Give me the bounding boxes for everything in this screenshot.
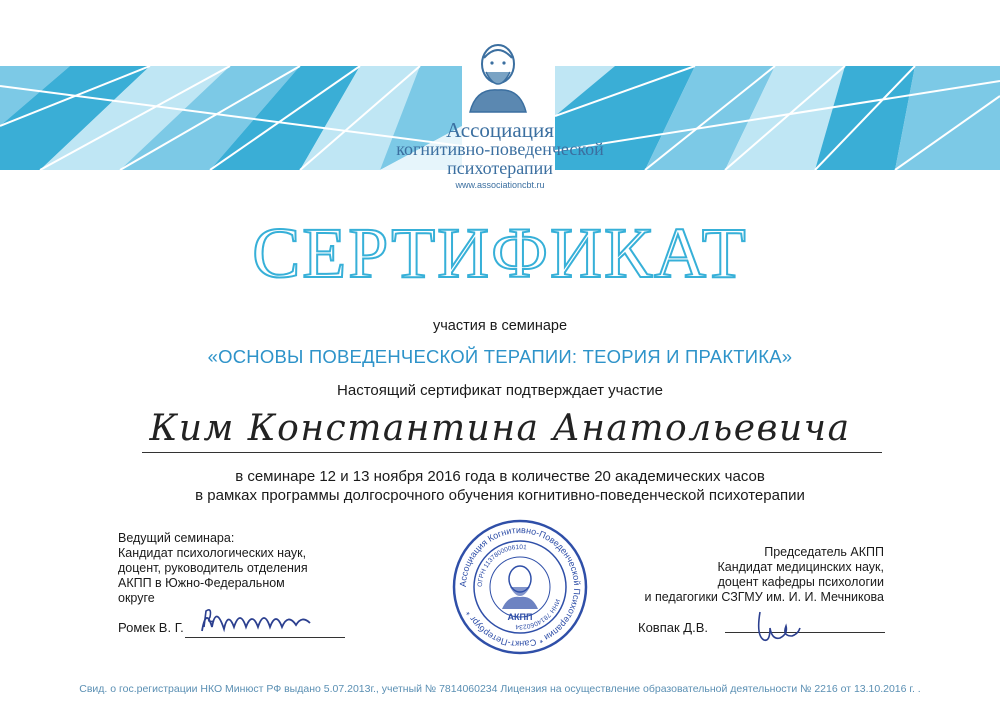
left-signatory-line: округе <box>118 591 155 605</box>
stamp-center-label: АКПП <box>507 612 533 622</box>
left-signatory-name: Ромек В. Г. <box>118 620 184 635</box>
stamp-ogrn: ОГРН 1137800006101 <box>476 543 528 588</box>
confirm-statement: Настоящий сертификат подтверждает участие <box>337 382 663 399</box>
stamp-inn: ИНН 7814060234 <box>515 598 561 631</box>
right-signatory-title <box>600 545 884 605</box>
left-signatory-line: Кандидат психологических наук, <box>118 546 307 560</box>
portrait-logo-icon <box>462 34 534 114</box>
seminar-details-line2: в рамках программы долгосрочного обучения когнитивно-поведенческой психотерапии <box>195 487 805 504</box>
stamp-ring-text: Ассоциация Когнитивно-Поведенческой Психотерапии * Санкт-Петербург * <box>457 524 583 650</box>
association-name-line2: когнитивно-поведенческой <box>396 139 604 159</box>
right-signatory-line: доцент кафедры психологии <box>717 575 884 589</box>
seminar-details-line1: в семинаре 12 и 13 ноября 2016 года в количестве 20 академических часов <box>235 468 765 485</box>
participation-subtitle: участия в семинаре <box>432 318 568 334</box>
seminar-name: «ОСНОВЫ ПОВЕДЕНЧЕСКОЙ ТЕРАПИИ: ТЕОРИЯ И ПРАКТИКА» <box>207 346 793 367</box>
association-name-line1: Ассоциация <box>446 118 554 142</box>
certificate-title: СЕРТИФИКАТ <box>252 213 748 293</box>
right-handwritten-signature <box>748 606 808 646</box>
right-signatory-line: Председатель АКПП <box>764 545 884 559</box>
left-handwritten-signature <box>198 597 318 641</box>
mosaic-pattern-right <box>555 66 1000 170</box>
organization-stamp <box>450 517 590 657</box>
left-signatory-line: Ведущий семинара: <box>118 531 235 545</box>
association-name-line3: психотерапии <box>447 158 553 178</box>
left-signatory-title <box>118 531 328 606</box>
stamp-portrait-icon <box>502 566 538 609</box>
registration-footer: Свид. о гос.регистрации НКО Минюст РФ выдано 5.07.2013г., учетный № 7814060234 Лицензия на осуществление образовательной деятельности № 2216 от 13.10.2016 г. . <box>79 683 921 695</box>
left-signatory-line: АКПП в Южно-Федеральном <box>118 576 285 590</box>
right-signatory-line: и педагогики СЗГМУ им. И. И. Мечникова <box>644 590 884 604</box>
left-signatory-line: доцент, руководитель отделения <box>118 561 308 575</box>
recipient-name: Ким Константина Анатольевича <box>149 408 851 449</box>
right-signatory-line: Кандидат медицинских наук, <box>717 560 884 574</box>
right-signatory-name: Ковпак Д.В. <box>638 620 708 635</box>
recipient-underline <box>142 452 882 453</box>
association-website: www.associationcbt.ru <box>455 180 545 190</box>
